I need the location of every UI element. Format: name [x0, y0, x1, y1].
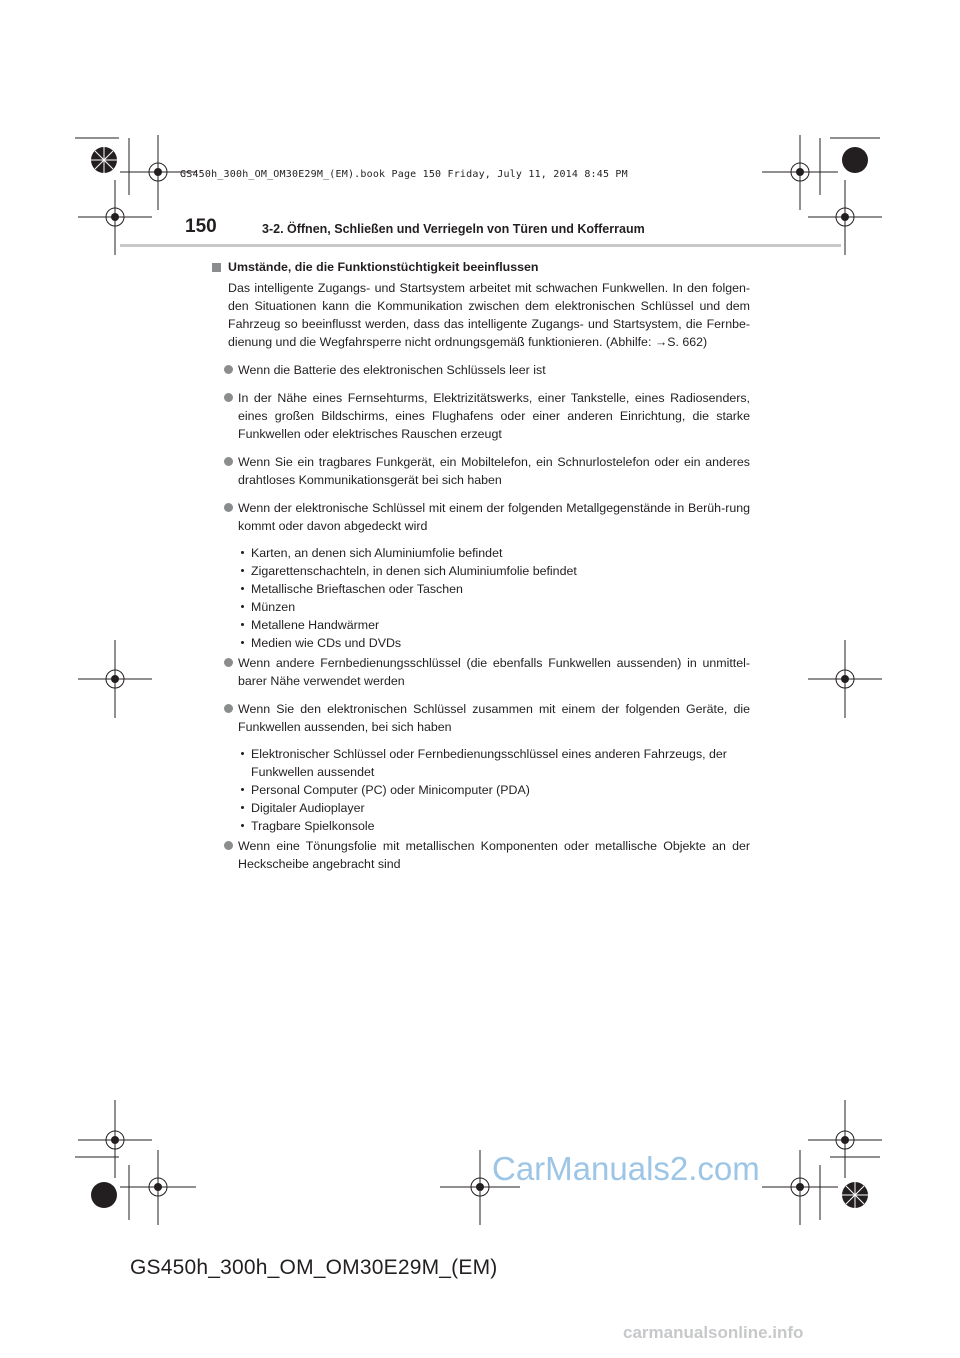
sub-list — [210, 745, 750, 835]
sub-list-item-text: Tragbare Spielkonsole — [251, 819, 375, 833]
list-item-text: Wenn Sie den elektronischen Schlüssel zusammen mit einem der folgenden Geräte, die Funkwellen aussenden, bei sich haben — [238, 702, 750, 734]
dot-icon — [241, 587, 244, 590]
sub-list-item — [210, 781, 750, 799]
list-item — [210, 453, 750, 489]
page-number: 150 — [185, 216, 217, 237]
list-item-text: Wenn eine Tönungsfolie mit metallischen Komponenten oder metallische Objekte an der Heckscheibe angebracht sind — [238, 839, 750, 871]
sub-list-item — [210, 634, 750, 652]
circle-bullet-icon — [224, 365, 233, 374]
circle-bullet-icon — [224, 704, 233, 713]
circle-bullet-icon — [224, 658, 233, 667]
running-header: 3-2. Öffnen, Schließen und Verriegeln von Türen und Kofferraum — [262, 222, 645, 236]
sub-list-item — [210, 562, 750, 580]
section-heading — [210, 258, 750, 276]
dot-icon — [241, 623, 244, 626]
list-item — [210, 837, 750, 873]
circle-bullet-icon — [224, 457, 233, 466]
footer-site-link[interactable]: carmanualsonline.info — [623, 1323, 804, 1342]
circle-bullet-icon — [224, 503, 233, 512]
dot-icon — [241, 824, 244, 827]
sub-list-item — [210, 616, 750, 634]
sub-list — [210, 544, 750, 652]
list-item — [210, 361, 750, 379]
list-item — [210, 654, 750, 690]
sub-list-item — [210, 799, 750, 817]
sub-list-item — [210, 745, 750, 781]
list-item-text: Wenn andere Fernbedienungsschlüssel (die ebenfalls Funkwellen aussenden) in unmittel-barer Nähe verwendet werden — [238, 656, 750, 688]
list-item-text: In der Nähe eines Fernsehturms, Elektrizitätswerks, einer Tankstelle, eines Radiosenders, eines großen Bildschirms, eines Flughafens oder einer anderen Einrichtung, die starke Funkwellen oder elektrisches Rauschen erzeugt — [238, 391, 750, 441]
circle-bullet-icon — [224, 393, 233, 402]
list-item-text: Wenn Sie ein tragbares Funkgerät, ein Mobiltelefon, ein Schnurlostelefon oder ein anderes drahtloses Kommunikationsgerät bei sich haben — [238, 455, 750, 487]
sub-list-item — [210, 580, 750, 598]
sub-list-item-text: Zigarettenschachteln, in denen sich Aluminiumfolie befindet — [251, 564, 577, 578]
header-rule — [120, 244, 841, 247]
list-item — [210, 499, 750, 535]
manual-code: GS450h_300h_OM_OM30E29M_(EM) — [130, 1256, 498, 1279]
dot-icon — [241, 752, 244, 755]
watermark: CarManuals2.com — [492, 1150, 760, 1187]
sub-list-item-text: Münzen — [251, 600, 296, 614]
circle-bullet-icon — [224, 841, 233, 850]
sub-list-item-text: Metallene Handwärmer — [251, 618, 380, 632]
list-item — [210, 700, 750, 736]
sub-list-item — [210, 544, 750, 562]
dot-icon — [241, 551, 244, 554]
sub-list-item-text: Elektronischer Schlüssel oder Fernbedienungsschlüssel eines anderen Fahrzeugs, der Funkwellen aussendet — [251, 747, 727, 779]
list-item-text: Wenn die Batterie des elektronischen Schlüssels leer ist — [238, 363, 546, 377]
sub-list-item — [210, 598, 750, 616]
main-content — [210, 255, 750, 873]
sub-list-item-text: Metallische Brieftaschen oder Taschen — [251, 582, 463, 596]
sub-list-item-text: Digitaler Audioplayer — [251, 801, 365, 815]
dot-icon — [241, 641, 244, 644]
sub-list-item-text: Personal Computer (PC) oder Minicomputer (PDA) — [251, 783, 530, 797]
dot-icon — [241, 605, 244, 608]
section-heading-text: Umstände, die die Funktionstüchtigkeit beeinflussen — [228, 260, 539, 274]
list-item-text: Wenn der elektronische Schlüssel mit einem der folgenden Metallgegenstände in Berüh-rung kommt oder davon abgedeckt wird — [238, 501, 750, 533]
square-bullet-icon — [212, 263, 221, 272]
sub-list-item — [210, 817, 750, 835]
dot-icon — [241, 806, 244, 809]
dot-icon — [241, 569, 244, 572]
sub-list-item-text: Medien wie CDs und DVDs — [251, 636, 402, 650]
sub-list-item-text: Karten, an denen sich Aluminiumfolie befindet — [251, 546, 503, 560]
print-stamp: GS450h_300h_OM_OM30E29M_(EM).book Page 150 Friday, July 11, 2014 8:45 PM — [180, 169, 628, 180]
dot-icon — [241, 788, 244, 791]
list-item — [210, 389, 750, 443]
intro-paragraph: Das intelligente Zugangs- und Startsystem arbeitet mit schwachen Funkwellen. In den folgen-den Situationen kann die Kommunikation zwischen dem elektronischen Schlüssel und dem Fahrzeug so beeinflusst werden, dass das intelligente Zugangs- und Startsystem, die Fernbe-dienung und die Wegfahrsperre nicht ordnungsgemäß funktionieren. (Abhilfe: →S. 662) — [228, 281, 750, 349]
